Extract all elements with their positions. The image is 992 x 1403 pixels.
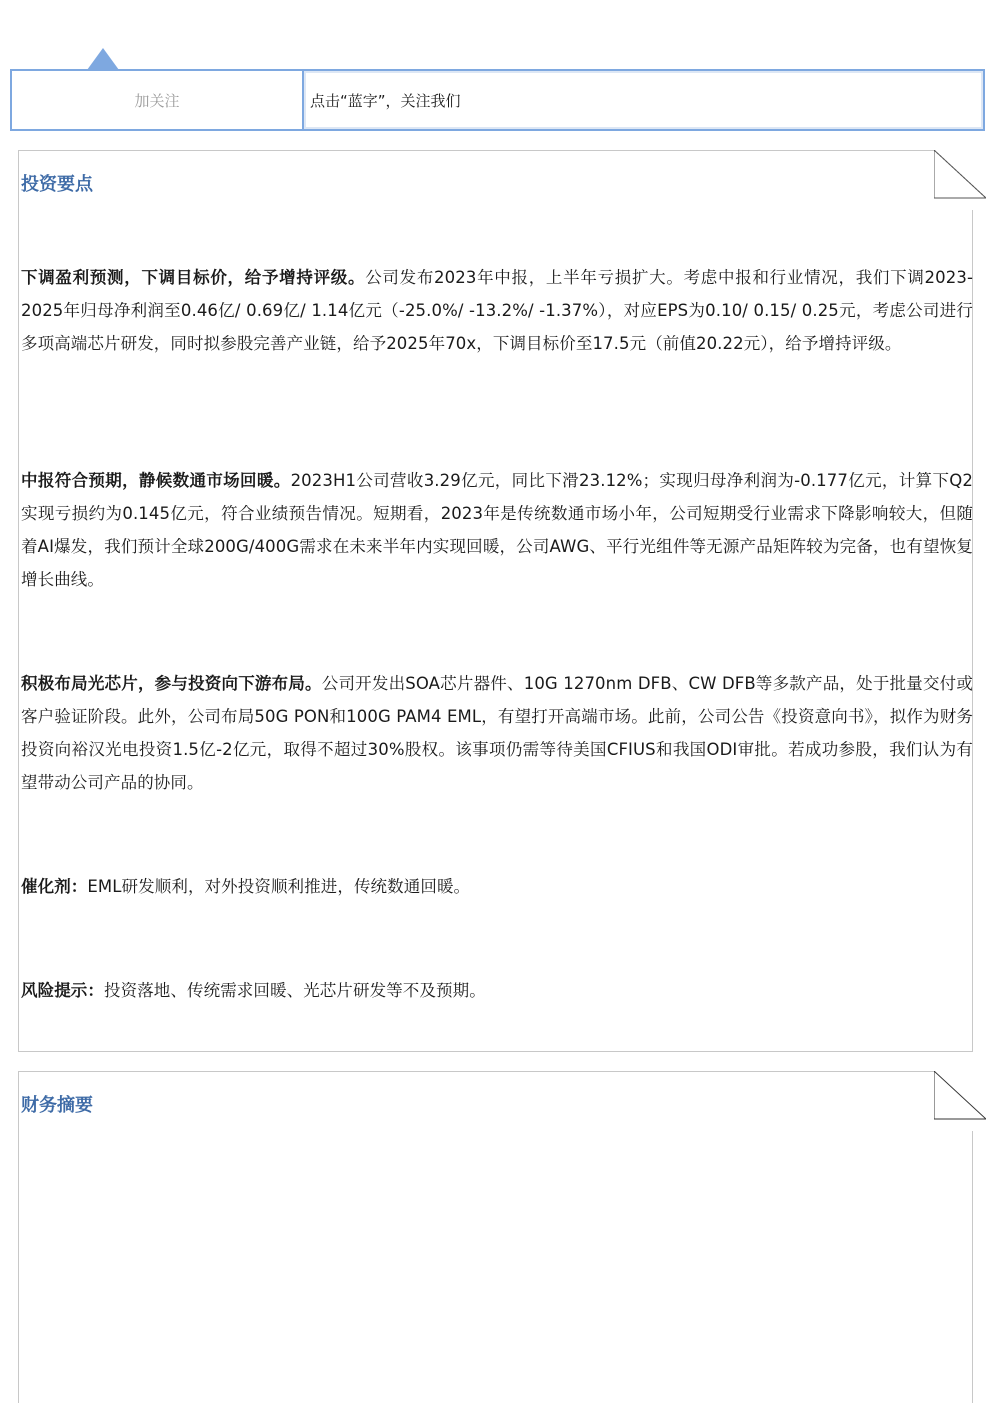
financial-summary-card: [18, 1071, 973, 1403]
folded-corner-icon: [934, 150, 986, 202]
paragraph-interim-report: [21, 464, 973, 596]
paragraph-body: 2023H1公司营收3.29亿元，同比下滑23.12%；实现归母净利润为-0.177亿元，计算下Q2实现亏损约为0.145亿元，符合业绩预告情况。短期看，2023年是传统数通市场小年，公司短期受行业需求下降影响较大，但随着AI爆发，我们预计全球200G/400G需求在未来半年内实现回暖，公司AWG、平行光组件等无源产品矩阵较为完备，也有望恢复增长曲线。: [21, 471, 973, 589]
card-top-border: [18, 150, 937, 151]
follow-button[interactable]: 加关注: [12, 71, 304, 129]
paragraph-risks: [21, 974, 973, 1007]
folded-corner-icon: [934, 1071, 986, 1123]
paragraph-catalysts: [21, 870, 973, 903]
paragraph-optical-chips: [21, 667, 973, 799]
section-title: 财务摘要: [21, 1095, 93, 1116]
paragraph-body: 公司开发出SOA芯片器件、10G 1270nm DFB、CW DFB等多款产品，处于批量交付或客户验证阶段。此外，公司布局50G PON和100G PAM4 EML，有望打开高端市场。此前，公司公告《投资意向书》，拟作为财务投资向裕汉光电投资1.5亿-2亿元，取得不超过30%股权。该事项仍需等待美国CFIUS和我国ODI审批。若成功参股，我们认为有望带动公司产品的协同。: [21, 674, 973, 792]
paragraph-body: 投资落地、传统需求回暖、光芯片研发等不及预期。: [104, 981, 486, 1000]
card-top-border: [18, 1071, 937, 1072]
paragraph-rating: [21, 261, 973, 360]
paragraph-lead: 中报符合预期，静候数通市场回暖。: [21, 471, 291, 490]
paragraph-lead: 积极布局光芯片，参与投资向下游布局。: [21, 674, 322, 693]
paragraph-lead: 催化剂：: [21, 877, 88, 896]
paragraph-body: EML研发顺利，对外投资顺利推进，传统数通回暖。: [87, 877, 471, 896]
follow-bar: [10, 69, 985, 131]
paragraph-lead: 风险提示：: [21, 981, 104, 1000]
section-title: 投资要点: [21, 174, 93, 195]
follow-prompt: 点击“蓝字”，关注我们: [304, 71, 983, 129]
investment-highlights-card: [18, 150, 973, 1052]
paragraph-lead: 下调盈利预测，下调目标价，给予增持评级。: [21, 268, 366, 287]
paragraph-body: 公司发布2023年中报，上半年亏损扩大。考虑中报和行业情况，我们下调2023-2025年归母净利润至0.46亿/ 0.69亿/ 1.14亿元（-25.0%/ -13.2%/ -1.37%），对应EPS为0.10/ 0.15/ 0.25元，考虑公司进行多项高端芯片研发，同时拟参股完善产业链，给予2025年70x，下调目标价至17.5元（前值20.22元），给予增持评级。: [21, 268, 973, 353]
pointer-triangle-icon: [87, 48, 119, 70]
